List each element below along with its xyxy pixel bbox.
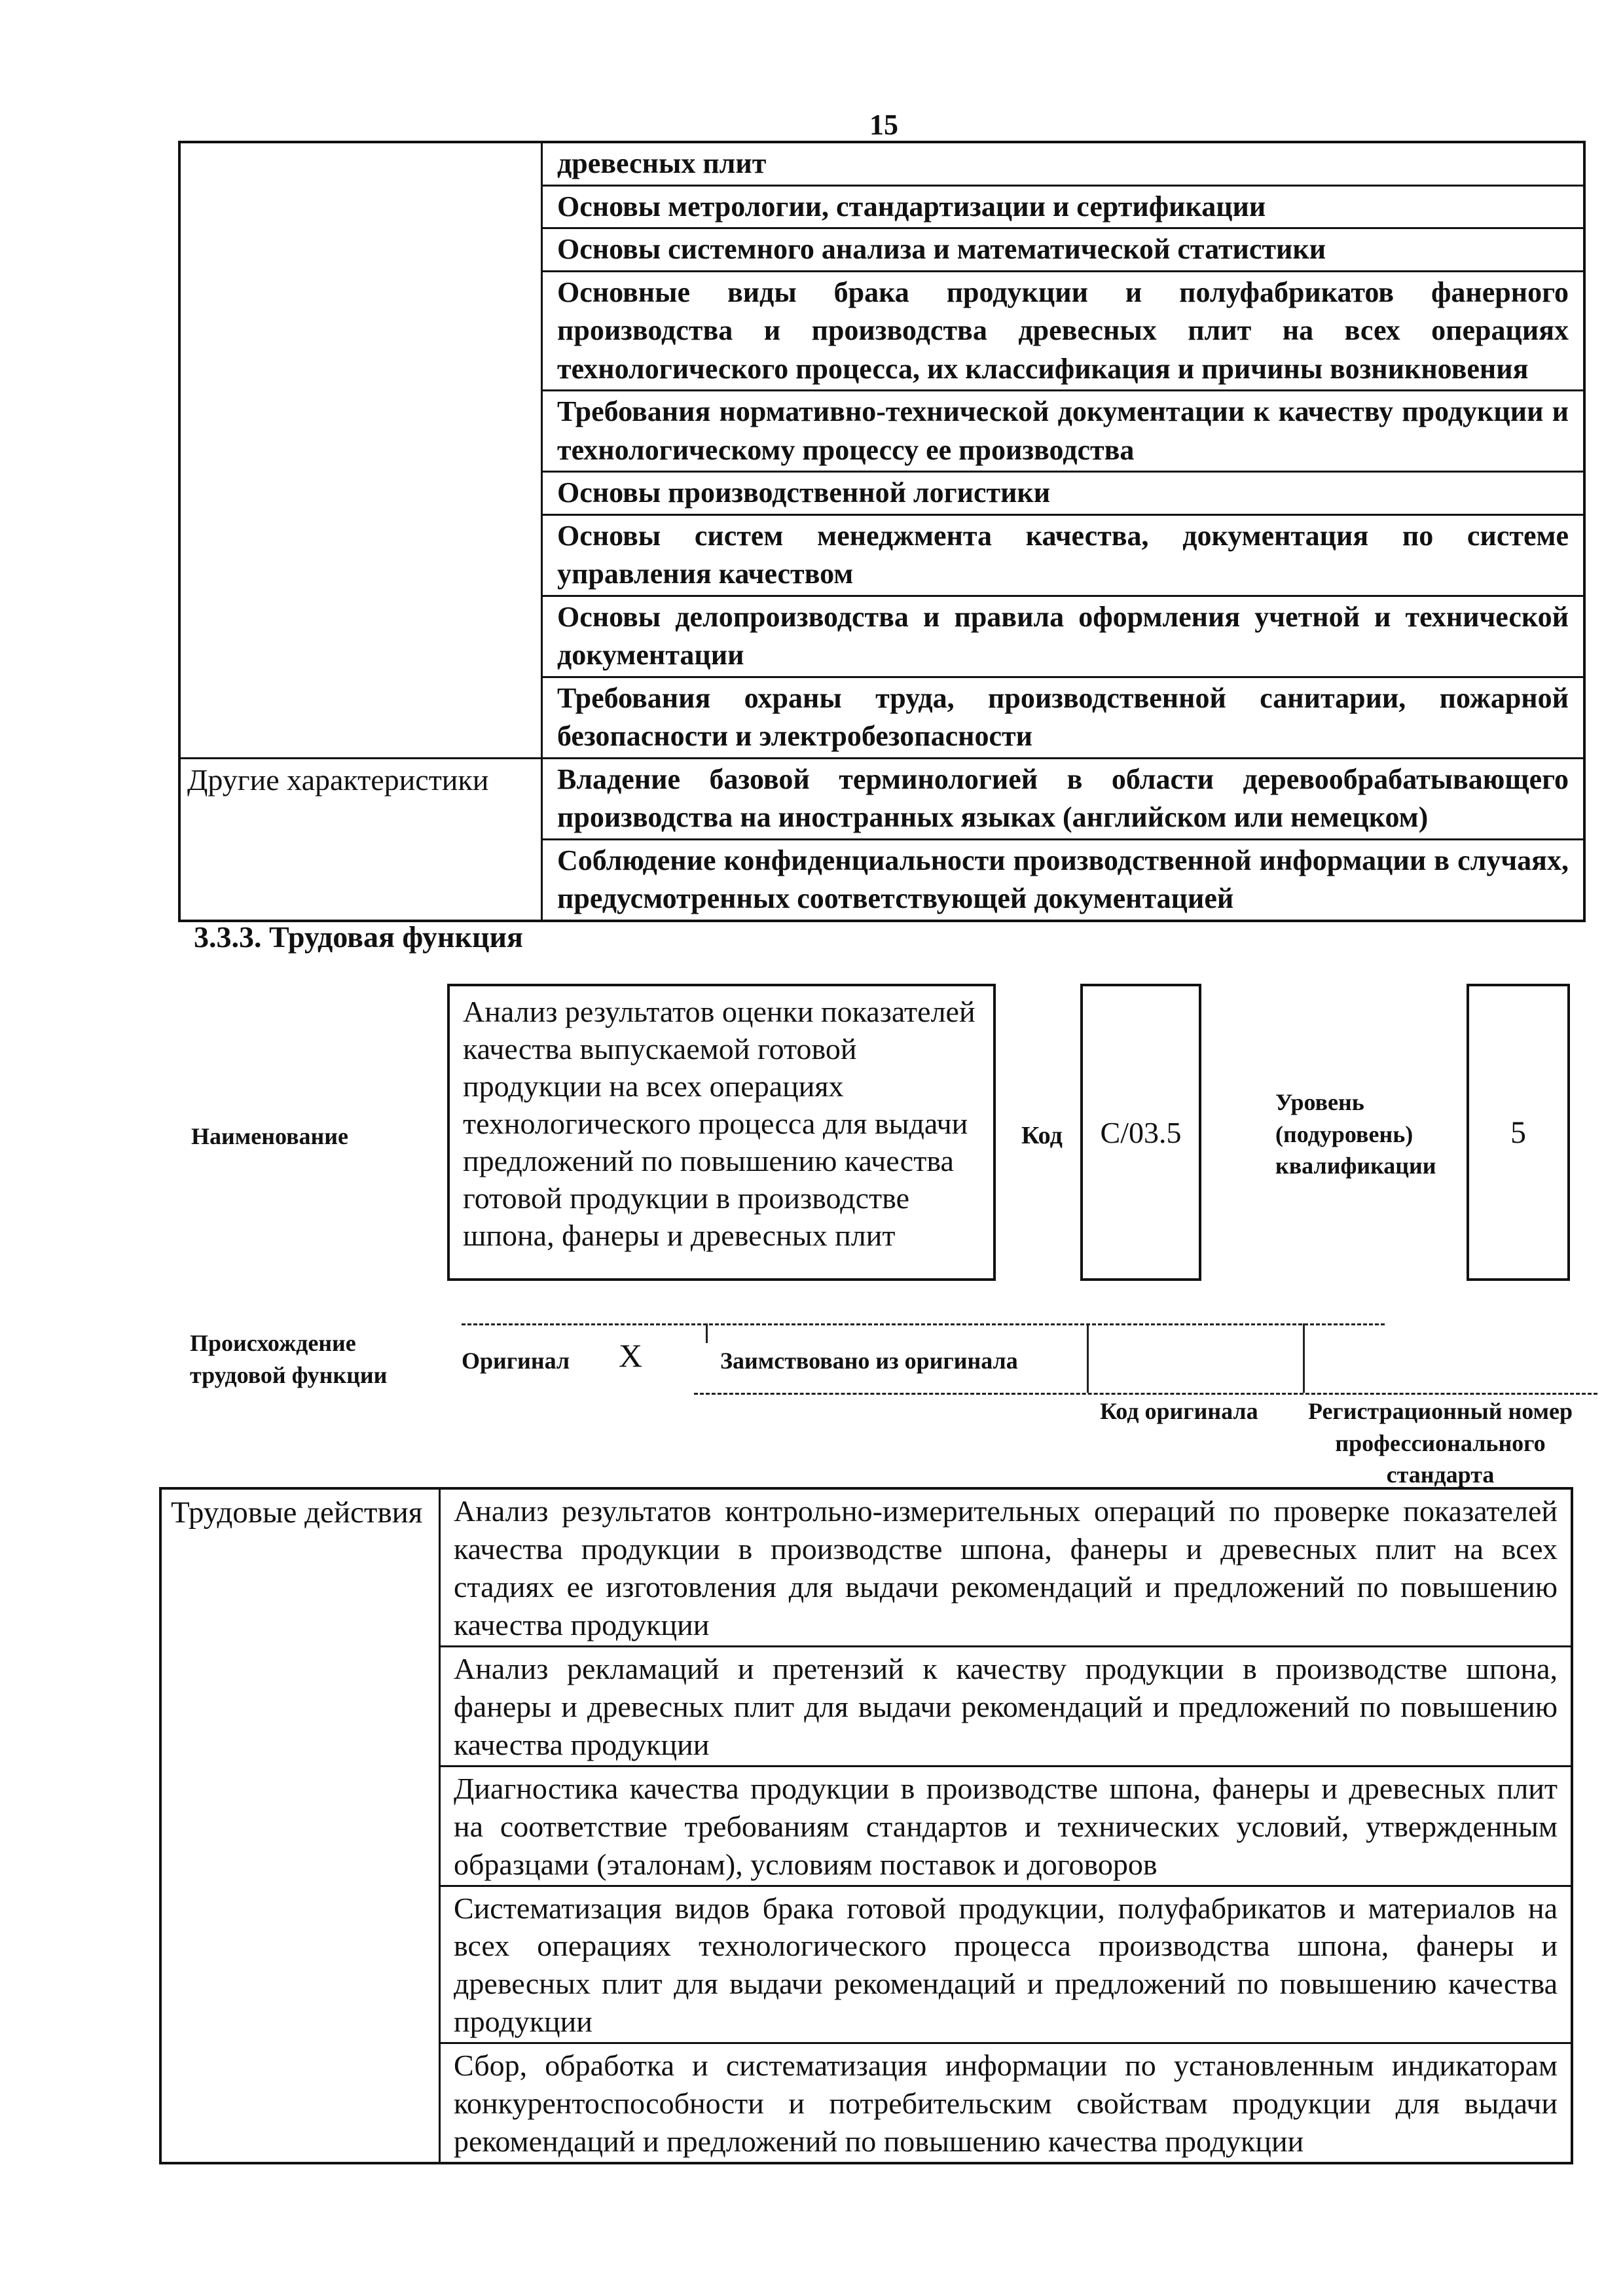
labor-actions-label: Трудовые действия	[160, 1488, 440, 2163]
function-name-value: Анализ результатов оценки показателей качества выпускаемой готовой продукции на всех операциях технологического процесса для выдачи предложений по повышению качества готовой продукции в производстве шпона, фанеры и древесных плит	[447, 984, 996, 1281]
table-row	[160, 1488, 1572, 1646]
table-cell: Диагностика качества продукции в производстве шпона, фанеры и древесных плит на соответствие требованиям стандартов и технических условий, утвержденным образцами (эталонам), условиям поставок и договоров	[440, 1766, 1573, 1886]
table-cell: Анализ результатов контрольно-измерительных операций по проверке показателей качества продукции в производстве шпона, фанеры и древесных плит на всех стадиях ее изготовления для выдачи рекомендаций и предложений по повышению качества продукции	[440, 1488, 1573, 1646]
labor-actions-table	[159, 1487, 1573, 2164]
table-cell: Основы метрологии, стандартизации и сертификации	[542, 185, 1585, 228]
divider-tick	[706, 1323, 708, 1343]
table-row	[179, 758, 1584, 839]
table-cell: Основные виды брака продукции и полуфабрикатов фанерного производства и производства древесных плит на всех операциях технологического процесса, их классификация и причины возникновения	[542, 271, 1585, 391]
qualification-level-value	[1467, 984, 1570, 1281]
table-cell: Основы системного анализа и математической статистики	[542, 228, 1585, 272]
table-cell: Требования нормативно-технической документации к качеству продукции и технологическому процессу ее производства	[542, 391, 1585, 472]
code-original-label: Код оригинала	[1100, 1398, 1258, 1424]
table-cell: Основы систем менеджмента качества, документация по системе управления качеством	[542, 514, 1585, 596]
borrowed-label: Заимствовано из оригинала	[720, 1348, 1018, 1374]
table-cell: Основы производственной логистики	[542, 472, 1585, 515]
reg-number-label: Регистрационный номер профессионального стандарта	[1307, 1398, 1573, 1488]
table-cell: Требования охраны труда, производственной санитарии, пожарной безопасности и электробезопасности	[542, 677, 1585, 758]
name-label: Наименование	[191, 1123, 348, 1149]
table-cell: Анализ рекламаций и претензий к качеству продукции в производстве шпона, фанеры и древесных плит для выдачи рекомендаций и предложений по повышению качества продукции	[440, 1646, 1573, 1766]
origin-label: Происхождение трудовой функции	[190, 1330, 388, 1388]
code-label: Код	[1021, 1122, 1063, 1149]
code-value	[1080, 984, 1201, 1281]
original-mark: X	[619, 1337, 643, 1374]
empty-label-cell	[179, 142, 542, 758]
origin-top-border	[462, 1323, 1385, 1325]
divider-tick	[1087, 1323, 1089, 1393]
knowledge-table	[178, 141, 1586, 922]
table-cell: древесных плит	[542, 142, 1585, 185]
page-number: 15	[869, 109, 898, 141]
table-cell: Систематизация видов брака готовой продукции, полуфабрикатов и материалов на всех операциях технологического процесса производства шпона, фанеры и древесных плит для выдачи рекомендаций и предложений по повышению качества продукции	[440, 1886, 1573, 2043]
table-cell: Основы делопроизводства и правила оформления учетной и технической документации	[542, 596, 1585, 677]
table-row	[179, 142, 1584, 185]
table-cell: Соблюдение конфиденциальности производственной информации в случаях, предусмотренных соответствующей документацией	[542, 839, 1585, 921]
other-characteristics-label: Другие характеристики	[179, 758, 542, 921]
section-heading: 3.3.3. Трудовая функция	[194, 920, 523, 954]
level-value-text: 5	[1510, 1115, 1526, 1150]
divider-tick	[1303, 1323, 1305, 1393]
table-cell: Владение базовой терминологией в области деревообрабатывающего производства на иностранных языках (английском или немецком)	[542, 758, 1585, 839]
code-value-text: C/03.5	[1100, 1115, 1182, 1149]
table-cell: Сбор, обработка и систематизация информации по установленным индикаторам конкурентоспособности и потребительским свойствам продукции для выдачи рекомендаций и предложений по повышению качества продукции	[440, 2043, 1573, 2163]
qualification-level-label: Уровень (подуровень) квалификации	[1275, 1089, 1436, 1179]
origin-bottom-border	[694, 1393, 1597, 1395]
original-label: Оригинал	[462, 1348, 570, 1374]
